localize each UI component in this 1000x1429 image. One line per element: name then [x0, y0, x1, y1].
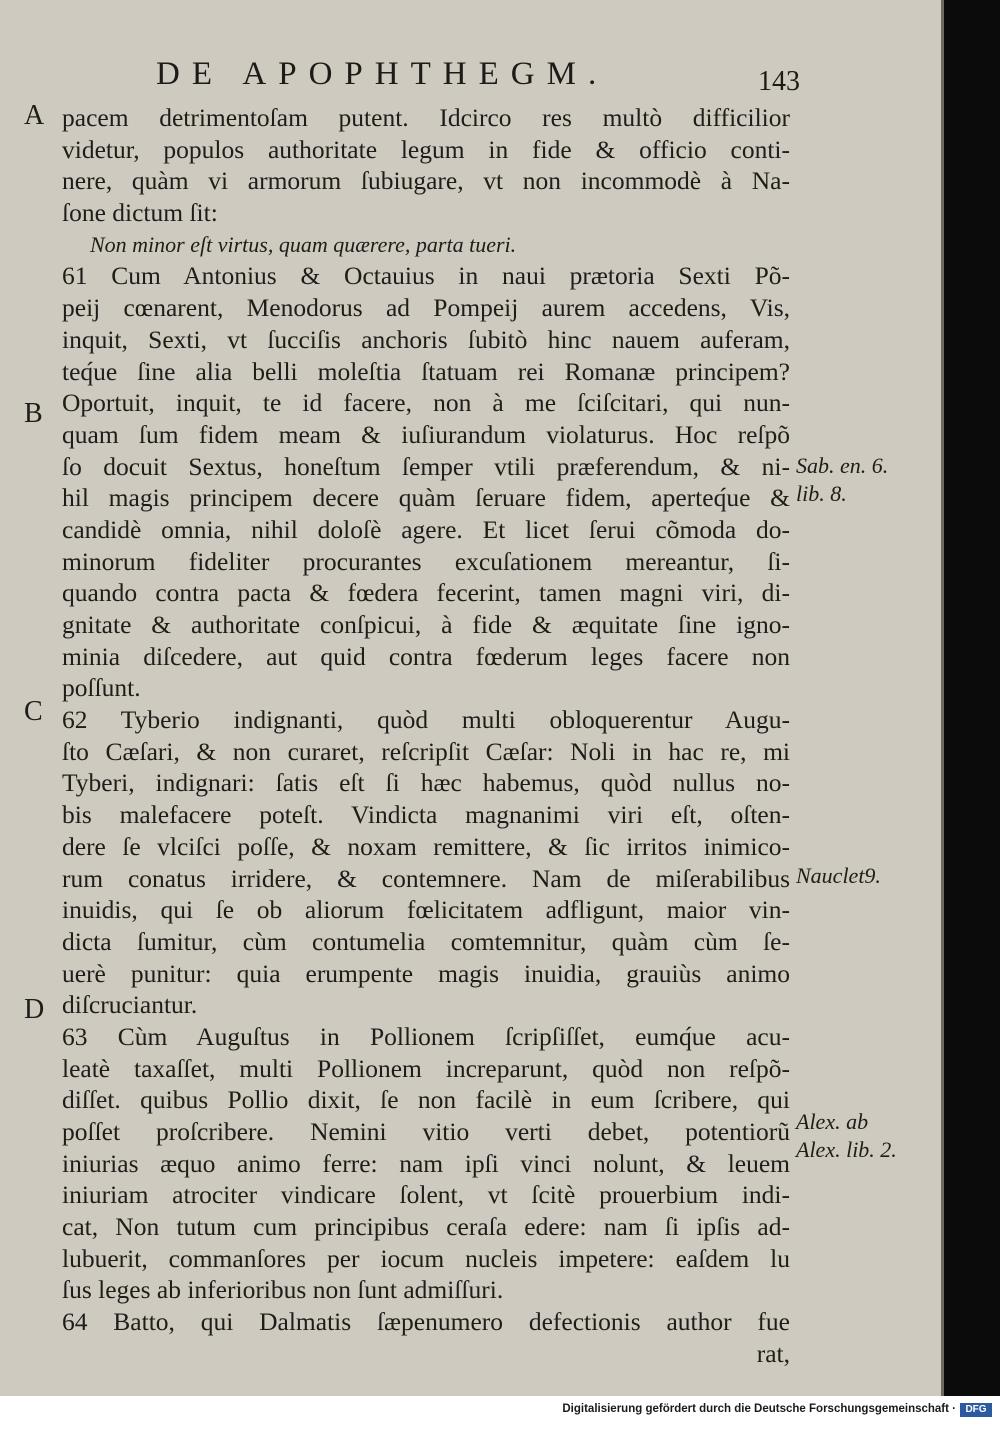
verse-quotation: Non minor eſt virtus, quam quærere, parta tueri. — [90, 231, 517, 257]
text-line: minia diſcedere, aut quid contra fœderum leges facere non — [62, 641, 790, 671]
digitization-footer — [0, 1396, 1000, 1429]
text-line: dicta ſumitur, cùm contumelia comtemnitur, quàm cùm ſe- — [62, 926, 790, 956]
page-header — [150, 56, 800, 96]
text-line: pacem detrimentoſam putent. Idcirco res multò difficilior — [62, 103, 790, 132]
margin-note-sabellicus: Sab. en. 6. lib. 8. — [796, 453, 889, 506]
text-line: poſſet proſcribere. Nemini vitio verti debet, potentiorũ — [62, 1117, 790, 1146]
section-marker-b: B — [24, 398, 43, 429]
text-line: iniuriam atrociter vindicare ſolent, vt ſcitè prouerbium indi- — [62, 1180, 790, 1210]
text-line: diſſet. quibus Pollio dixit, ſe non facilè in eum ſcribere, qui — [62, 1085, 790, 1115]
funding-credit: Digitalisierung gefördert durch die Deutsche Forschungsgemeinschaft · — [562, 1403, 956, 1415]
apophthegm-64-start: 64 Batto, qui Dalmatis ſæpenumero defectionis author fue — [62, 1307, 790, 1337]
text-line: nere, quàm vi armorum ſubiugare, vt non incommodè à Na- — [62, 166, 790, 196]
text-line: dere ſe vlciſci poſſe, & noxam remittere, & ſic irritos inimico- — [62, 831, 790, 861]
catchword: rat, — [756, 1338, 790, 1368]
section-marker-d: D — [24, 994, 45, 1025]
text-line: poſſunt. — [62, 673, 141, 703]
text-line: peij cœnarent, Menodorus ad Pompeij aurem accedens, Vis, — [62, 293, 790, 323]
text-line: uerè punitur: quia erumpente magis inuidia, grauiùs animo — [62, 958, 790, 988]
text-line: Tyberi, indignari: ſatis eſt ſi hæc habemus, quòd nullus no- — [62, 768, 790, 798]
page-number: 143 — [758, 66, 800, 97]
text-line: ſus leges ab inferioribus non ſunt admiſſuri. — [62, 1275, 504, 1305]
text-line: lubuerit, commanſores per iocum nucleis impetere: eaſdem lu — [62, 1243, 790, 1273]
text-line: quam ſum fidem meam & iuſiurandum violaturus. Hoc reſpõ — [62, 419, 790, 449]
text-line: quando contra pacta & fœdera fecerint, tamen magni viri, di- — [62, 578, 790, 608]
margin-note-alexander: Alex. ab Alex. lib. 2. — [796, 1109, 897, 1162]
text-line: ſto Cæſari, & non curaret, reſcripſit Cæſar: Noli in hac re, mi — [62, 736, 790, 766]
text-line: candidè omnia, nihil doloſè agere. Et licet ſerui cõmoda do- — [62, 514, 790, 544]
text-line: Oportuit, inquit, te id facere, non à me ſciſcitari, qui nun- — [62, 388, 790, 418]
text-line: videtur, populos authoritate legum in fide & officio conti- — [62, 134, 790, 164]
text-line: bis malefacere poteſt. Vindicta magnanimi viri eſt, oſten- — [62, 800, 790, 830]
text-line: rum conatus irridere, & contemnere. Nam de miſerabilibus — [62, 863, 790, 893]
text-line: leatè taxaſſet, multi Pollionem increparunt, quòd non reſpõ- — [62, 1053, 790, 1083]
text-line: cat, Non tutum cum principibus ceraſa edere: nam ſi ipſis ad- — [62, 1212, 790, 1242]
text-line: ſone dictum ſit: — [62, 198, 218, 228]
text-line: inuidis, qui ſe ob aliorum fœlicitatem adfligunt, maior vin- — [62, 895, 790, 925]
text-line: diſcruciantur. — [62, 990, 198, 1020]
text-line: gnitate & authoritate conſpicui, à fide & æquitate ſine igno- — [62, 610, 790, 639]
margin-note-nauclerus: Nauclet9. — [796, 863, 881, 888]
apophthegm-61-start: 61 Cum Antonius & Octauius in naui prætoria Sexti Põ- — [62, 261, 790, 291]
text-line: iniurias æquo animo ferre: nam ipſi vinci nolunt, & leuem — [62, 1148, 790, 1178]
text-line: teq́ue ſine alia belli moleſtia ſtatuam rei Romanæ principem? — [62, 356, 790, 386]
apophthegm-62-start: 62 Tyberio indignanti, quòd multi obloquerentur Augu- — [62, 705, 790, 735]
body-text — [62, 102, 790, 1370]
section-marker-c: C — [24, 696, 43, 727]
apophthegm-63-start: 63 Cùm Auguſtus in Pollionem ſcripſiſſet, eumq́ue acu- — [62, 1021, 790, 1051]
text-line: ſo docuit Sextus, honeſtum ſemper vtili præferendum, & ni- — [62, 451, 790, 481]
dfg-logo-icon: DFG — [960, 1403, 992, 1417]
section-marker-a: A — [24, 100, 45, 131]
text-line: inquit, Sexti, vt ſucciſis anchoris ſubitò hinc nauem auferam, — [62, 324, 790, 354]
running-head: DE APOPHTHEGM. — [156, 56, 609, 92]
text-line: hil magis principem decere quàm ſeruare fidem, aperteq́ue & — [62, 483, 790, 513]
text-line: minorum fideliter procurantes excuſationem mereantur, ſi- — [62, 546, 790, 576]
